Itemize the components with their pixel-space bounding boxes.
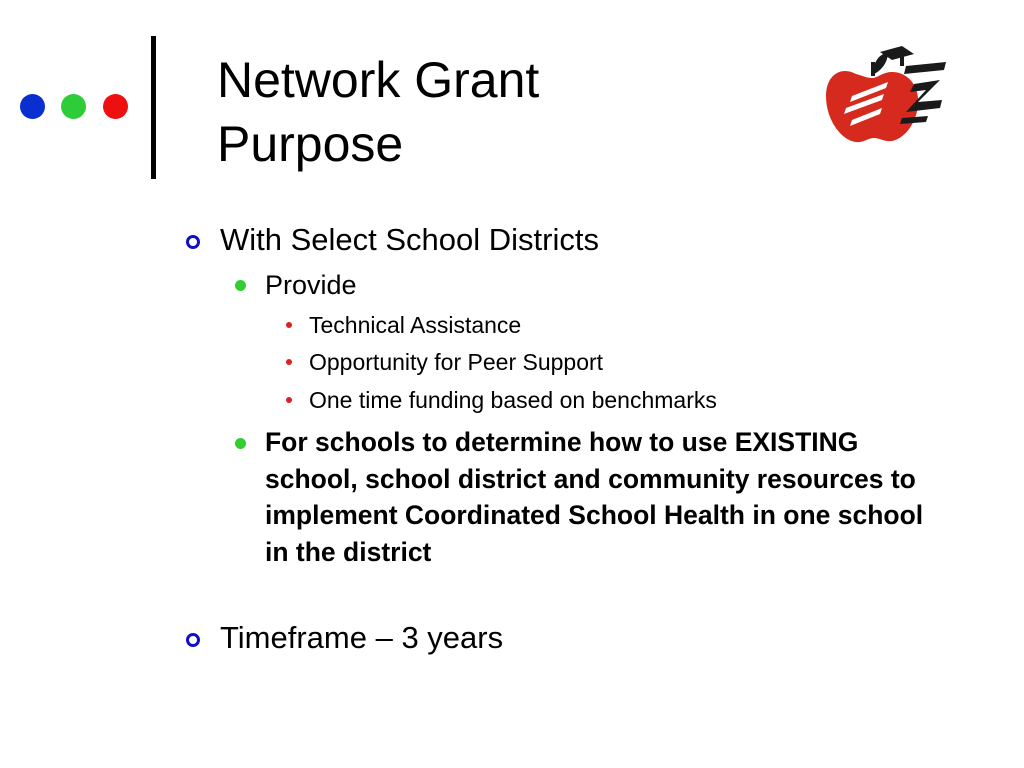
bullet-text: Provide [265,270,357,300]
red-dot-bullet-icon [286,322,292,328]
title-line-1: Network Grant [217,52,540,108]
bullet-level3 [286,311,521,339]
red-dot-bullet-icon [286,359,292,365]
bullet-level3 [286,386,717,414]
green-dot-bullet-icon [235,438,246,449]
bullet-level2 [235,269,357,301]
bullet-text: Timeframe – 3 years [220,620,504,655]
ring-bullet-icon [186,235,200,249]
bullet-text: With Select School Districts [220,222,599,257]
bullet-text-bold: For schools to determine how to use EXISTING school, school district and community resources to implement Coordinated School Health in one school in the district [265,427,924,567]
bullet-text: Opportunity for Peer Support [309,349,604,375]
bullet-level1 [186,222,599,258]
bullet-text: One time funding based on benchmarks [309,387,717,413]
bullet-text: Technical Assistance [309,312,522,338]
green-dot-bullet-icon [235,280,246,291]
bullet-level3 [286,348,603,376]
title-line-2: Purpose [217,116,404,172]
red-dot-bullet-icon [286,397,292,403]
bullet-level1 [186,620,503,656]
ring-bullet-icon [186,633,200,647]
bullet-level2 [235,424,945,570]
